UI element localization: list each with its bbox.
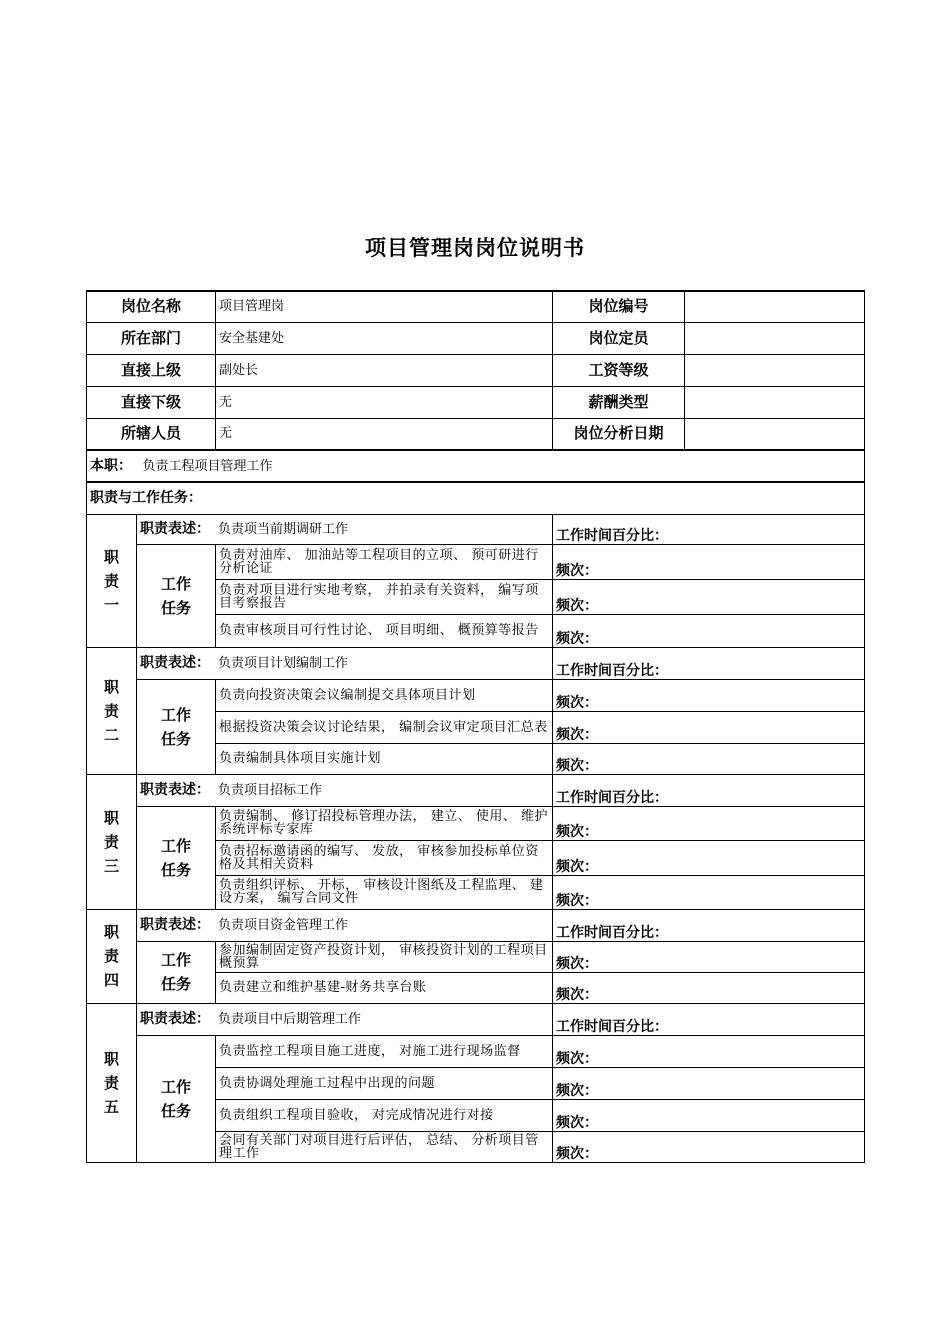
task-text: 负责协调处理施工过程中出现的问题 (216, 1067, 553, 1099)
duty-statement-label: 职责表述： (140, 1010, 210, 1027)
time-percent-label: 工作时间百分比： (553, 1003, 865, 1035)
duty-statement-label: 职责表述： (140, 781, 210, 798)
task-text: 会同有关部门对项目进行后评估， 总结、 分析项目管理工作 (216, 1131, 553, 1162)
duty-statement-label: 职责表述： (140, 520, 210, 537)
role-label: 本职： (90, 457, 132, 474)
work-tasks-label (137, 806, 216, 909)
task-text: 负责组织工程项目验收， 对完成情况进行对接 (216, 1099, 553, 1131)
frequency-label: 频次： (553, 1035, 865, 1067)
subordinate-value: 无 (216, 386, 553, 418)
subordinate-label: 直接下级 (87, 386, 216, 418)
frequency-label: 频次： (553, 711, 865, 743)
work-tasks-label-line: 工作 (161, 836, 192, 855)
duty-label-char: 四 (104, 971, 120, 989)
work-tasks-label-line: 工作 (161, 705, 192, 724)
duty-label (87, 514, 137, 647)
task-text: 负责向投资决策会议编制提交具体项目计划 (216, 679, 553, 711)
task-text: 负责对油库、 加油站等工程项目的立项、 预可研进行分析论证 (216, 544, 553, 579)
position-code-label: 岗位编号 (553, 291, 685, 322)
frequency-label: 频次： (553, 972, 865, 1003)
duty-label (87, 774, 137, 909)
task-text: 负责对项目进行实地考察， 并拍录有关资料， 编写项目考察报告 (216, 579, 553, 614)
task-row (87, 941, 865, 972)
staff-label: 所辖人员 (87, 418, 216, 450)
task-row (87, 1035, 865, 1067)
position-code-value (685, 291, 865, 322)
analysis-date-label: 岗位分析日期 (553, 418, 685, 450)
task-row (87, 544, 865, 579)
frequency-label: 频次： (553, 679, 865, 711)
salary-grade-value (685, 354, 865, 386)
duty-label (87, 1003, 137, 1162)
frequency-label: 频次： (553, 614, 865, 647)
task-text: 负责审核项目可行性讨论、 项目明细、 概预算等报告 (216, 614, 553, 647)
work-tasks-label-line: 任务 (161, 860, 192, 879)
staff-value: 无 (216, 418, 553, 450)
task-text: 负责组织评标、 开标， 审核设计图纸及工程监理、 建设方案， 编写合同文件 (216, 875, 553, 909)
duty-statement-row (87, 1003, 865, 1035)
frequency-label: 频次： (553, 875, 865, 909)
task-text: 参加编制固定资产投资计划， 审核投资计划的工程项目概预算 (216, 941, 553, 972)
task-text: 负责建立和维护基建-财务共享台账 (216, 972, 553, 1003)
duty-statement-row (87, 647, 865, 679)
salary-grade-label: 工资等级 (553, 354, 685, 386)
job-description-table (86, 290, 865, 1163)
duty-label-char: 一 (104, 595, 120, 614)
headcount-value (685, 322, 865, 354)
duty-label-char: 职 (104, 923, 120, 941)
duty-statement-label: 职责表述： (140, 916, 210, 933)
work-tasks-label-line: 工作 (161, 951, 192, 969)
pay-type-value (685, 386, 865, 418)
role-row (87, 450, 865, 482)
work-tasks-label-line: 任务 (161, 1101, 192, 1120)
frequency-label: 频次： (553, 806, 865, 840)
frequency-label: 频次： (553, 941, 865, 972)
duty-statement-row (87, 774, 865, 806)
frequency-label: 频次： (553, 544, 865, 579)
time-percent-label: 工作时间百分比： (553, 647, 865, 679)
task-text: 负责编制具体项目实施计划 (216, 743, 553, 774)
work-tasks-label (137, 1035, 216, 1162)
duty-statement (137, 774, 553, 806)
time-percent-label: 工作时间百分比： (553, 774, 865, 806)
duty-statement-text: 负责项目中后期管理工作 (218, 1011, 362, 1027)
duty-label-char: 五 (104, 1097, 120, 1116)
task-text: 负责招标邀请函的编写、 发放， 审核参加投标单位资格及其相关资料 (216, 840, 553, 875)
frequency-label: 频次： (553, 743, 865, 774)
duty-statement-text: 负责项目计划编制工作 (218, 655, 349, 671)
time-percent-label: 工作时间百分比： (553, 514, 865, 544)
duty-label-char: 责 (104, 701, 120, 720)
duty-label-char: 责 (104, 832, 120, 851)
frequency-label: 频次： (553, 579, 865, 614)
duty-statement (137, 909, 553, 941)
duty-label-char: 责 (104, 571, 120, 590)
duty-label (87, 647, 137, 774)
department-label: 所在部门 (87, 322, 216, 354)
work-tasks-label-line: 任务 (161, 729, 192, 748)
superior-value: 副处长 (216, 354, 553, 386)
role-text: 负责工程项目管理工作 (142, 458, 273, 474)
duty-label-char: 二 (104, 725, 120, 744)
task-text: 负责监控工程项目施工进度， 对施工进行现场监督 (216, 1035, 553, 1067)
duty-label-char: 三 (104, 856, 120, 875)
work-tasks-label (137, 544, 216, 647)
work-tasks-label-line: 任务 (161, 598, 192, 617)
time-percent-label: 工作时间百分比： (553, 909, 865, 941)
work-tasks-label-line: 工作 (161, 1077, 192, 1096)
duty-statement-row (87, 909, 865, 941)
duty-statement-label: 职责表述： (140, 654, 210, 671)
duty-label (87, 909, 137, 1003)
duty-label-char: 职 (104, 547, 120, 566)
pay-type-label: 薪酬类型 (553, 386, 685, 418)
duty-label-char: 职 (104, 808, 120, 827)
task-text: 负责编制、 修订招投标管理办法， 建立、 使用、 维护系统评标专家库 (216, 806, 553, 840)
analysis-date-value (685, 418, 865, 450)
task-row (87, 679, 865, 711)
duty-label-char: 责 (104, 1073, 120, 1092)
headcount-label: 岗位定员 (553, 322, 685, 354)
work-tasks-label-line: 工作 (161, 574, 192, 593)
position-name-label: 岗位名称 (87, 291, 216, 322)
frequency-label: 频次： (553, 1131, 865, 1162)
superior-label: 直接上级 (87, 354, 216, 386)
duty-label-char: 职 (104, 677, 120, 696)
work-tasks-label (137, 679, 216, 774)
duty-statement (137, 514, 553, 544)
work-tasks-label-line: 任务 (161, 975, 192, 993)
document-title: 项目管理岗岗位说明书 (365, 236, 585, 260)
duty-label-char: 责 (104, 947, 120, 965)
duty-statement-text: 负责项目资金管理工作 (218, 917, 349, 933)
position-name-value: 项目管理岗 (216, 291, 553, 322)
task-text: 根据投资决策会议讨论结果， 编制会议审定项目汇总表 (216, 711, 553, 743)
duty-statement-text: 负责项目招标工作 (218, 782, 323, 798)
task-row (87, 806, 865, 840)
duty-label-char: 职 (104, 1049, 120, 1068)
duty-statement (137, 647, 553, 679)
department-value: 安全基建处 (216, 322, 553, 354)
frequency-label: 频次： (553, 840, 865, 875)
frequency-label: 频次： (553, 1067, 865, 1099)
duty-statement (137, 1003, 553, 1035)
duty-statement-text: 负责项当前期调研工作 (218, 521, 349, 537)
frequency-label: 频次： (553, 1099, 865, 1131)
duty-statement-row (87, 514, 865, 544)
work-tasks-label (137, 941, 216, 1003)
duties-heading: 职责与工作任务： (87, 482, 865, 514)
